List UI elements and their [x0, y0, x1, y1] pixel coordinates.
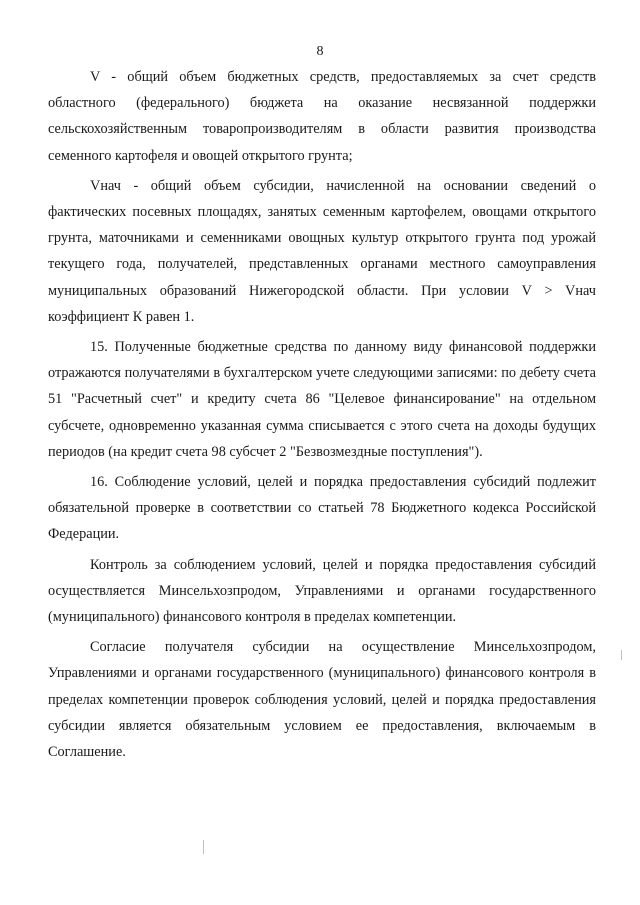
- paragraph-consent: Согласие получателя субсидии на осуществление Минсельхозпродом, Управлениями и органами государственного (муниципального) финансового контроля в пределах компетенции проверок соблюдения условий, целей и порядка предоставления субсидии является обязательным условием ее предоставления, включаемым в Соглашение.: [48, 639, 596, 761]
- paragraph-control: Контроль за соблюдением условий, целей и порядка предоставления субсидий осуществляется Минсельхозпродом, Управлениями и органами государственного (муниципального) финансового контроля в пределах компетенции.: [48, 556, 596, 626]
- scan-artifact: [203, 840, 204, 854]
- paragraph-vnach-definition: Vнач - общий объем субсидии, начисленной на основании сведений о фактических посевных площадях, занятых семенным картофелем, овощами открытого грунта, маточниками и семенниками овощных культур открытого грунта под урожай текущего года, получателей, представленных органами местного самоуправления муниципальных образований Нижегородской области. При условии V > Vнач коэффициент К равен 1.: [48, 177, 596, 325]
- page-number: 8: [316, 44, 324, 59]
- paragraph-v-definition: V - общий объем бюджетных средств, предоставляемых за счет средств областного (федерального) бюджета на оказание несвязанной поддержки сельскохозяйственным товаропроизводителям в области развития производства семенного картофеля и овощей открытого грунта;: [48, 69, 596, 164]
- scan-artifact: [621, 650, 622, 660]
- paragraph-item-16: 16. Соблюдение условий, целей и порядка предоставления субсидий подлежит обязательной проверке в соответствии со статьей 78 Бюджетного кодекса Российской Федерации.: [48, 474, 596, 543]
- paragraph-item-15: 15. Полученные бюджетные средства по данному виду финансовой поддержки отражаются получателями в бухгалтерском учете следующими записями: по дебету счета 51 "Расчетный счет" и кредиту счета 86 "Целевое финансирование" на отдельном субсчете, одновременно указанная сумма списывается с этого счета на доходы будущих периодов (на кредит счета 98 субсчет 2 "Безвозмездные поступления").: [48, 339, 596, 460]
- document-body: [48, 64, 596, 769]
